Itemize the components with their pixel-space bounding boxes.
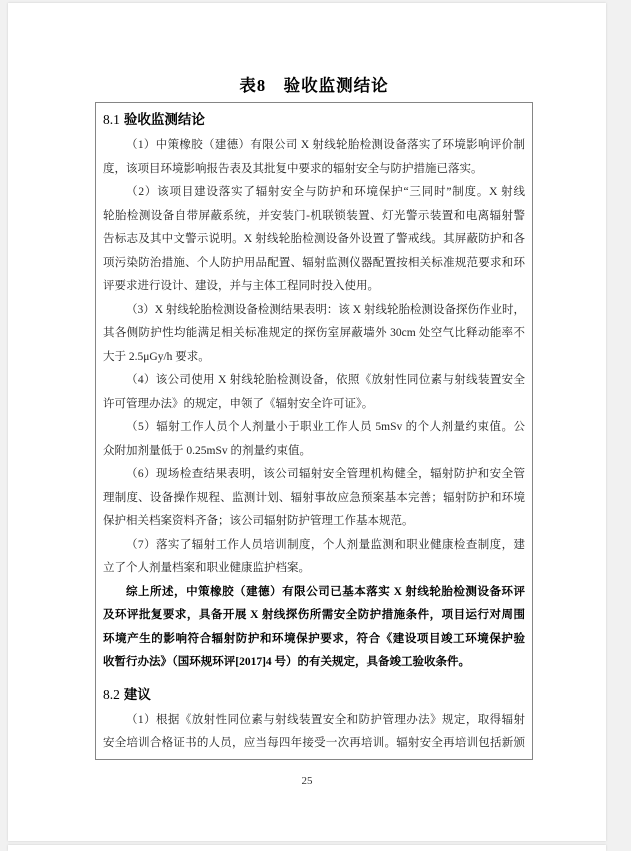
text-line: （4）该公司使用 X 射线轮胎检测设备，依照《放射性同位素与射线装置安全	[126, 374, 525, 386]
paragraph	[103, 463, 525, 534]
text-line: 及环评批复要求，具备开展 X 射线探伤所需安全防护措施条件，项目运行对周围	[103, 609, 525, 621]
text-line: 项污染防治措施、个人防护用品配置、辐射监测仪器配置按相关标准规范要求和环	[103, 256, 525, 269]
text-line: （3）X 射线轮胎检测设备检测结果表明：该 X 射线轮胎检测设备探伤作业时，	[126, 303, 525, 316]
text-line: （1）中策橡胶（建德）有限公司 X 射线轮胎检测设备落实了环境影响评价制	[126, 139, 525, 151]
section-heading	[103, 107, 525, 132]
next-page-edge	[8, 845, 606, 851]
paragraph	[103, 369, 525, 416]
paragraph	[103, 416, 525, 463]
document-page	[8, 3, 606, 841]
paragraph	[103, 134, 525, 181]
text-line: （2）该项目建设落实了辐射安全与防护和环境保护“三同时”制度。X 射线	[126, 186, 525, 198]
text-line: 环境产生的影响符合辐射防护和环境保护要求，符合《建设项目竣工环境保护验	[103, 632, 525, 645]
paragraph	[103, 181, 525, 299]
page-number: 25	[301, 775, 313, 787]
text-line: （7）落实了辐射工作人员培训制度，个人剂量监测和职业健康检查制度，建	[126, 538, 525, 551]
text-line: （5）辐射工作人员个人剂量小于职业工作人员 5mSv 的个人剂量约束值。公	[126, 421, 525, 433]
text-line: 度，该项目环境影响报告表及其批复中要求的辐射安全与防护措施已落实。	[103, 162, 483, 175]
text-line: （6）现场检查结果表明，该公司辐射安全管理机构健全，辐射防护和安全管	[126, 468, 525, 480]
paragraph	[103, 709, 525, 756]
text-line: 安全培训合格证书的人员，应当每四年接受一次再培训。辐射安全再培训包括新颁	[103, 737, 525, 749]
text-line: 立了个人剂量档案和职业健康监护档案。	[103, 562, 310, 574]
paragraph	[103, 299, 525, 370]
text-line: 综上所述，中策橡胶（建德）有限公司已基本落实 X 射线轮胎检测设备环评	[126, 585, 525, 598]
text-line: 其各侧防护性均能满足相关标准规定的探伤室屏蔽墙外 30cm 处空气比释动能率不	[103, 327, 525, 339]
section-heading	[103, 682, 525, 707]
section-label: 建议	[123, 686, 151, 702]
text-line: 大于 2.5μGy/h 要求。	[103, 350, 210, 363]
text-line: 理制度、设备操作规程、监测计划、辐射事故应急预案基本完善；辐射防护和环境	[103, 491, 525, 504]
conclusion-box	[95, 102, 533, 760]
text-line: 告标志及其中文警示说明。X 射线轮胎检测设备外设置了警戒线。其屏蔽防护和各	[103, 233, 525, 245]
section-number: 8.1	[103, 112, 120, 127]
summary-paragraph	[103, 581, 525, 675]
paragraph	[103, 534, 525, 581]
section-number: 8.2	[103, 686, 120, 702]
section-label: 验收监测结论	[123, 112, 205, 127]
table-title: 表8 验收监测结论	[239, 76, 389, 95]
text-line: 收暂行办法》（国环规环评[2017]4 号）的有关规定，具备竣工验收条件。	[103, 656, 471, 668]
text-line: 许可管理办法》的规定，申领了《辐射安全许可证》。	[103, 397, 374, 410]
text-line: 保护相关档案资料齐备；该公司辐射防护管理工作基本规范。	[103, 515, 414, 527]
text-line: 评要求进行设计、建设，并与主体工程同时投入使用。	[103, 280, 379, 292]
text-line: 众附加剂量低于 0.25mSv 的剂量约束值。	[103, 444, 311, 457]
text-line: 轮胎检测设备自带屏蔽系统，并安装门-机联锁装置、灯光警示装置和电离辐射警	[103, 209, 525, 222]
text-line: （1）根据《放射性同位素与射线装置安全和防护管理办法》规定，取得辐射	[126, 713, 525, 726]
